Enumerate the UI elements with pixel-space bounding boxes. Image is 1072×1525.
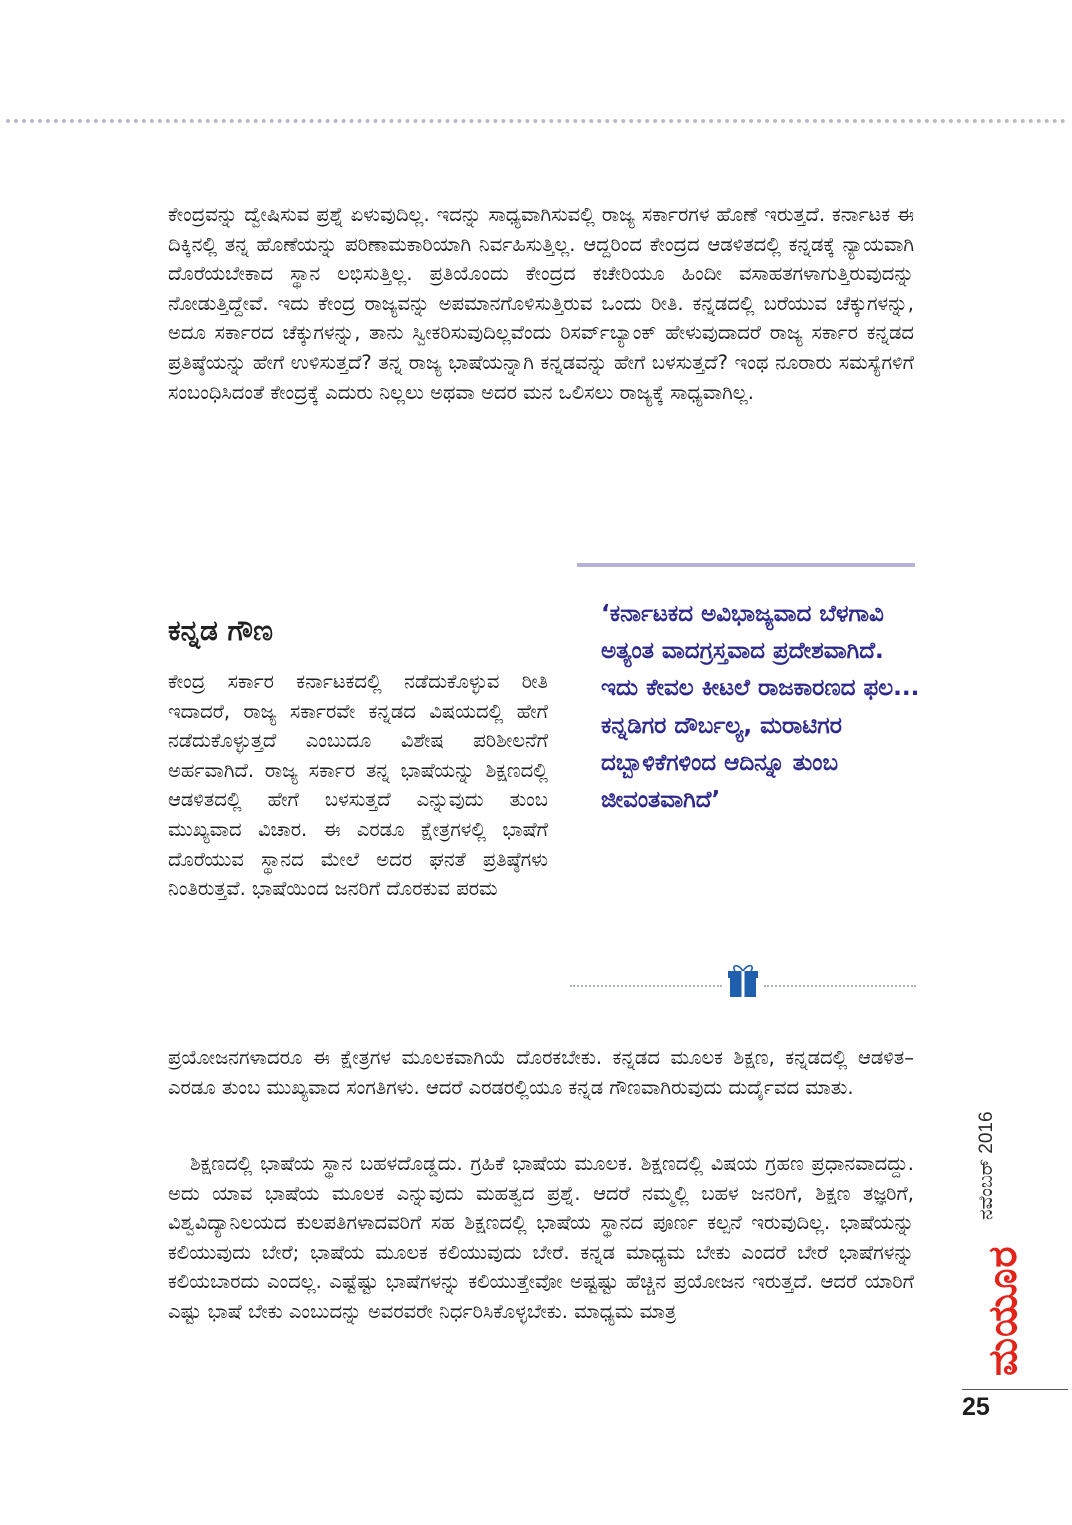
article-paragraph: ಶಿಕ್ಷಣದಲ್ಲಿ ಭಾಷೆಯ ಸ್ಥಾನ ಬಹಳದೊಡ್ಡದು. ಗ್ರಹಿಕೆ ಭಾಷೆಯ ಮೂಲಕ. ಶಿಕ್ಷಣದಲ್ಲಿ ವಿಷಯ ಗ್ರಹಣ ಪ್ರಧಾನವಾದದ್ದು. ಅದು ಯಾವ ಭಾಷೆಯ ಮೂಲಕ ಎನ್ನುವುದು ಮಹತ್ವದ ಪ್ರಶ್ನೆ. ಆದರೆ ನಮ್ಮಲ್ಲಿ ಬಹಳ ಜನರಿಗೆ, ಶಿಕ್ಷಣ ತಜ್ಞರಿಗೆ, ವಿಶ್ವವಿದ್ಯಾನಿಲಯದ ಕುಲಪತಿಗಳಾದವರಿಗೆ ಸಹ ಶಿಕ್ಷಣದಲ್ಲಿ ಭಾಷೆಯ ಸ್ಥಾನದ ಪೂರ್ಣ ಕಲ್ಪನೆ ಇರುವುದಿಲ್ಲ. ಭಾಷೆಯನ್ನು ಕಲಿಯುವುದು ಬೇರೆ; ಭಾಷೆಯ ಮೂಲಕ ಕಲಿಯುವುದು ಬೇರೆ. ಕನ್ನಡ ಮಾಧ್ಯಮ ಬೇಕು ಎಂದರೆ ಬೇರೆ ಭಾಷೆಗಳನ್ನು ಕಲಿಯಬಾರದು ಎಂದಲ್ಲ. ಎಷ್ಟೆಷ್ಟು ಭಾಷೆಗಳನ್ನು ಕಲಿಯುತ್ತೇವೋ ಅಷ್ಟಷ್ಟು ಹೆಚ್ಚಿನ ಪ್ರಯೋಜನ ಇರುತ್ತದೆ. ಆದರೆ ಯಾರಿಗೆ ಎಷ್ಟು ಭಾಷೆ ಬೇಕು ಎಂಬುದನ್ನು ಅವರವರೇ ನಿರ್ಧರಿಸಿಕೊಳ್ಳಬೇಕು. ಮಾಧ್ಯಮ ಮಾತ್ರ	[168, 1152, 914, 1323]
issue-date-text: ನವೆಂಬರ್ 2016	[976, 1111, 997, 1220]
pull-quote-divider	[764, 985, 916, 987]
section-heading: ಕನ್ನಡ ಗೌಣ	[168, 614, 273, 647]
page-number: 25	[962, 1393, 990, 1421]
gift-icon	[726, 962, 760, 998]
folio-rule	[962, 1389, 1068, 1390]
pull-quote-rule	[577, 563, 915, 567]
article-paragraph: ಕೇಂದ್ರವನ್ನು ದ್ವೇಷಿಸುವ ಪ್ರಶ್ನೆ ಏಳುವುದಿಲ್ಲ. ಇದನ್ನು ಸಾಧ್ಯವಾಗಿಸುವಲ್ಲಿ ರಾಜ್ಯ ಸರ್ಕಾರಗಳ ಹೊಣೆ ಇರುತ್ತದೆ. ಕರ್ನಾಟಕ ಈ ದಿಕ್ಕಿನಲ್ಲಿ ತನ್ನ ಹೊಣೆಯನ್ನು ಪರಿಣಾಮಕಾರಿಯಾಗಿ ನಿರ್ವಹಿಸುತ್ತಿಲ್ಲ. ಆದ್ದರಿಂದ ಕೇಂದ್ರದ ಆಡಳಿತದಲ್ಲಿ ಕನ್ನಡಕ್ಕೆ ನ್ಯಾಯವಾಗಿ ದೊರೆಯಬೇಕಾದ ಸ್ಥಾನ ಲಭಿಸುತ್ತಿಲ್ಲ. ಪ್ರತಿಯೊಂದು ಕೇಂದ್ರದ ಕಚೇರಿಯೂ ಹಿಂದೀ ವಸಾಹತಗಳಾಗುತ್ತಿರುವುದನ್ನು ನೋಡುತ್ತಿದ್ದೇವೆ. ಇದು ಕೇಂದ್ರ ರಾಜ್ಯವನ್ನು ಅಪಮಾನಗೊಳಿಸುತ್ತಿರುವ ಒಂದು ರೀತಿ. ಕನ್ನಡದಲ್ಲಿ ಬರೆಯುವ ಚೆಕ್ಕುಗಳನ್ನು, ಅದೂ ಸರ್ಕಾರದ ಚೆಕ್ಕುಗಳನ್ನು, ತಾನು ಸ್ವೀಕರಿಸುವುದಿಲ್ಲವೆಂದು ರಿಸರ್ವ್‌ಬ್ಯಾಂಕ್ ಹೇಳುವುದಾದರೆ ರಾಜ್ಯ ಸರ್ಕಾರ ಕನ್ನಡದ ಪ್ರತಿಷ್ಠೆಯನ್ನು ಹೇಗೆ ಉಳಿಸುತ್ತದೆ? ತನ್ನ ರಾಜ್ಯ ಭಾಷೆಯನ್ನಾಗಿ ಕನ್ನಡವನ್ನು ಹೇಗೆ ಬಳಸುತ್ತದೆ? ಇಂಥ ನೂರಾರು ಸಮಸ್ಯೆಗಳಿಗೆ ಸಂಬಂಧಿಸಿದಂತೆ ಕೇಂದ್ರಕ್ಕೆ ಎದುರು ನಿಲ್ಲಲು ಅಥವಾ ಅದರ ಮನ ಒಲಿಸಲು ರಾಜ್ಯಕ್ಕೆ ಸಾಧ್ಯವಾಗಿಲ್ಲ.	[168, 203, 914, 404]
pull-quote-divider	[570, 985, 722, 987]
article-paragraph: ಕೇಂದ್ರ ಸರ್ಕಾರ ಕರ್ನಾಟಕದಲ್ಲಿ ನಡೆದುಕೊಳ್ಳುವ ರೀತಿ ಇದಾದರೆ, ರಾಜ್ಯ ಸರ್ಕಾರವೇ ಕನ್ನಡದ ವಿಷಯದಲ್ಲಿ ಹೇಗೆ ನಡೆದುಕೊಳ್ಳುತ್ತದೆ ಎಂಬುದೂ ವಿಶೇಷ ಪರಿಶೀಲನೆಗೆ ಅರ್ಹವಾಗಿದೆ. ರಾಜ್ಯ ಸರ್ಕಾರ ತನ್ನ ಭಾಷೆಯನ್ನು ಶಿಕ್ಷಣದಲ್ಲಿ ಆಡಳಿತದಲ್ಲಿ ಹೇಗೆ ಬಳಸುತ್ತದೆ ಎನ್ನುವುದು ತುಂಬ ಮುಖ್ಯವಾದ ವಿಚಾರ. ಈ ಎರಡೂ ಕ್ಷೇತ್ರಗಳಲ್ಲಿ ಭಾಷೆಗೆ ದೊರೆಯುವ ಸ್ಥಾನದ ಮೇಲೆ ಅದರ ಘನತೆ ಪ್ರತಿಷ್ಠೆಗಳು ನಿಂತಿರುತ್ತವೆ. ಭಾಷೆಯಿಂದ ಜನರಿಗೆ ದೊರಕುವ ಪರಮ	[168, 670, 548, 901]
pull-quote: ‘ಕರ್ನಾಟಕದ ಅವಿಭಾಜ್ಯವಾದ ಬೆಳಗಾವಿ ಅತ್ಯಂತ ವಾದಗ್ರಸ್ತವಾದ ಪ್ರದೇಶವಾಗಿದೆ. ಇದು ಕೇವಲ ಕೀಟಲೆ ರಾಜಕಾರಣದ ಫಲ... ಕನ್ನಡಿಗರ ದೌರ್ಬಲ್ಯ, ಮರಾಟಿಗರ ದಬ್ಬಾಳಿಕೆಗಳಿಂದ ಆದಿನ್ನೂ ತುಂಬ ಜೀವಂತವಾಗಿದೆ’	[601, 601, 920, 814]
top-dotted-divider	[6, 119, 1066, 123]
magazine-logo-text: ಮಯೂರ	[980, 1245, 1026, 1376]
article-paragraph: ಪ್ರಯೋಜನಗಳಾದರೂ ಈ ಕ್ಷೇತ್ರಗಳ ಮೂಲಕವಾಗಿಯೆ ದೊರಕಬೇಕು. ಕನ್ನಡದ ಮೂಲಕ ಶಿಕ್ಷಣ, ಕನ್ನಡದಲ್ಲಿ ಆಡಳಿತ– ಎರಡೂ ತುಂಬ ಮುಖ್ಯವಾದ ಸಂಗತಿಗಳು. ಆದರೆ ಎರಡರಲ್ಲಿಯೂ ಕನ್ನಡ ಗೌಣವಾಗಿರುವುದು ದುರ್ದೈವದ ಮಾತು.	[168, 1046, 914, 1099]
